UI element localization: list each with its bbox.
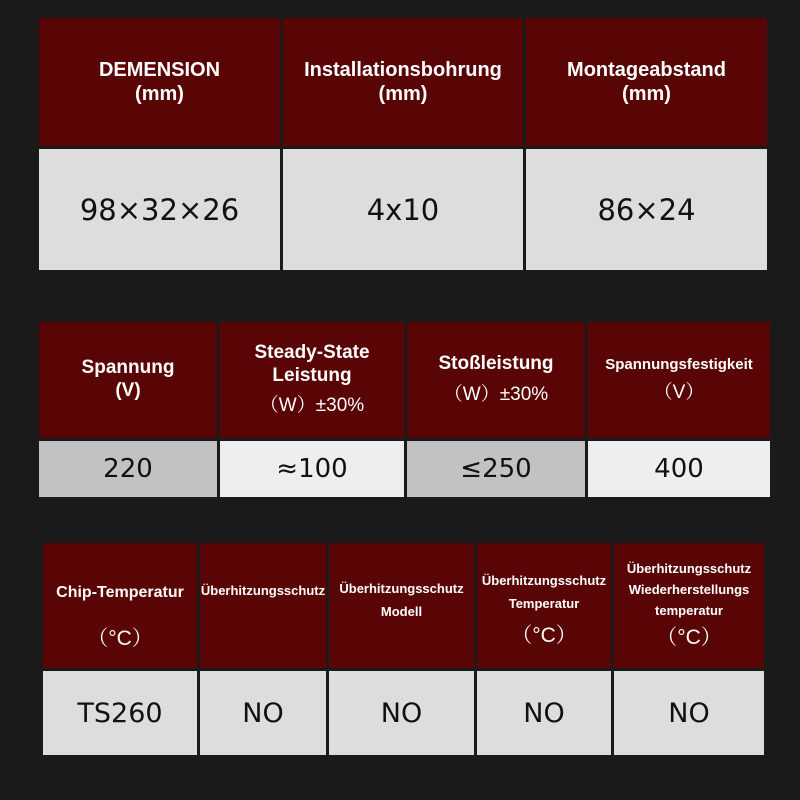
header-title: Montageabstand: [567, 59, 726, 81]
header-unit: （W）±30%: [259, 395, 365, 417]
value-overheat-protection-temperature: NO: [477, 671, 611, 755]
electrical-table: [39, 322, 767, 497]
header-dielectric-strength: [588, 322, 770, 438]
header-mounting-distance: [526, 18, 767, 146]
header-title: Überhitzungsschutz: [200, 583, 326, 598]
header-overheat-protection-temperature: [477, 543, 611, 668]
header-title: Überhitzungsschutz Wiederherstellungs: [626, 561, 752, 597]
value-recovery-temperature: NO: [614, 671, 764, 755]
header-title-line2: Modell: [380, 603, 423, 619]
header-unit: （°C）: [511, 624, 577, 648]
header-unit: (mm): [378, 83, 428, 105]
header-voltage: [39, 322, 217, 438]
value-overheat-protection: NO: [200, 671, 326, 755]
header-unit: （W）±30%: [443, 384, 549, 405]
header-title-line2: Temperatur: [508, 595, 580, 611]
header-title: Spannungsfestigkeit: [605, 355, 753, 373]
value-mounting-distance: 86×24: [526, 149, 767, 270]
header-title: Installationsbohrung: [304, 59, 502, 81]
value-voltage: 220: [39, 441, 217, 497]
header-title: Überhitzungsschutz: [481, 573, 607, 588]
header-unit: （V）: [653, 381, 705, 403]
header-installation-hole: [283, 18, 523, 146]
header-overheat-protection-model: [329, 543, 474, 668]
value-dielectric-strength: 400: [588, 441, 770, 497]
value-dimension: 98×32×26: [39, 149, 280, 270]
thermal-table: [43, 543, 767, 755]
dimensions-table: [39, 18, 767, 270]
header-title: Steady-State Leistung: [254, 341, 370, 386]
header-unit: (V): [115, 380, 141, 401]
value-chip-temperature: TS260: [43, 671, 197, 755]
value-surge-power: ≤250: [407, 441, 585, 497]
header-title: Stoßleistung: [438, 353, 554, 375]
header-overheat-protection: [200, 543, 326, 668]
header-title: Überhitzungsschutz: [339, 581, 464, 596]
header-surge-power: [407, 322, 585, 438]
header-unit: (mm): [135, 83, 184, 105]
header-title: DEMENSION: [98, 59, 221, 81]
header-steady-state-power: [220, 322, 404, 438]
value-installation-hole: 4x10: [283, 149, 523, 270]
header-chip-temperature: [43, 543, 197, 668]
header-recovery-temperature: [614, 543, 764, 668]
value-steady-state-power: ≈100: [220, 441, 404, 497]
header-title-line2: temperatur: [655, 602, 723, 618]
header-title: Spannung: [81, 357, 175, 379]
header-unit: （°C）: [656, 626, 722, 650]
header-title: Chip-Temperatur: [56, 584, 184, 601]
header-unit: (mm): [622, 83, 671, 105]
header-unit: （°C）: [87, 627, 153, 651]
header-dimension: [39, 18, 280, 146]
value-overheat-protection-model: NO: [329, 671, 474, 755]
